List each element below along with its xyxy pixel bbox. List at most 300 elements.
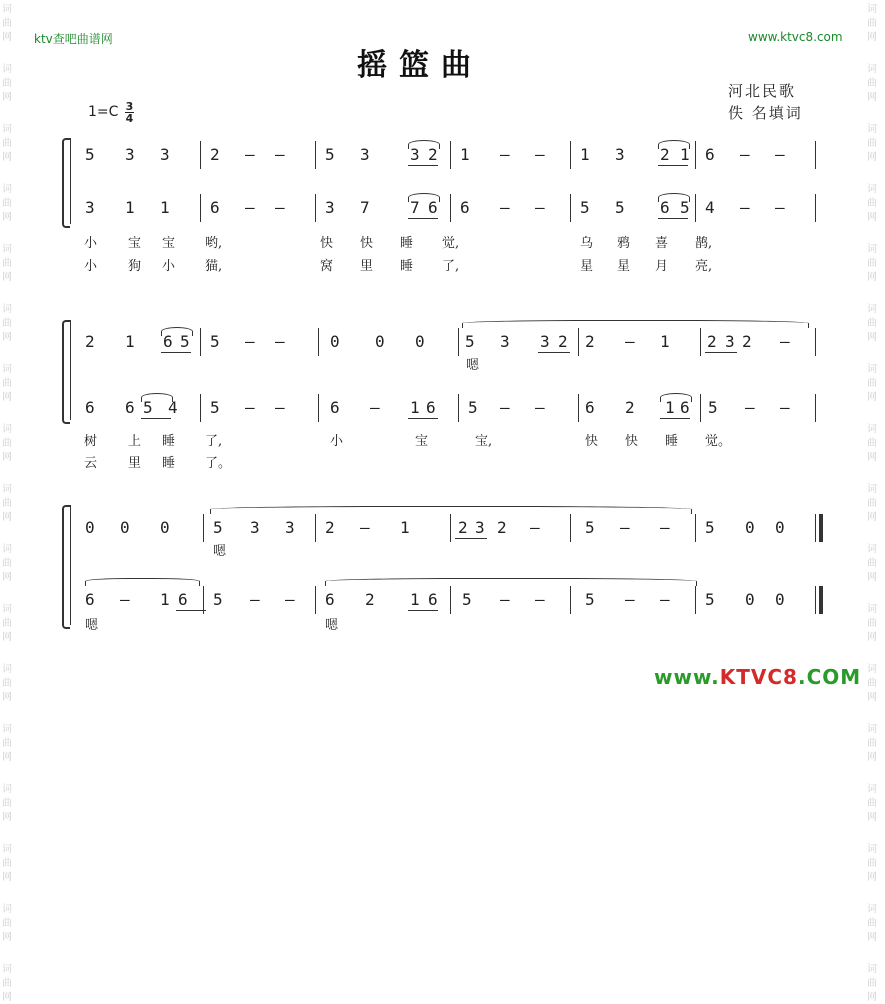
barline-lower: [570, 586, 571, 614]
barline-upper: [570, 141, 571, 169]
upper-note: 3: [615, 145, 625, 164]
lower-note: 5: [143, 398, 153, 417]
watermark-char: 词: [2, 784, 12, 795]
lower-note: 6: [325, 590, 335, 609]
upper-note: 2: [742, 332, 752, 351]
barline-upper: [695, 141, 696, 169]
upper-note: 5: [465, 332, 475, 351]
upper-note: 5: [180, 332, 190, 351]
watermark-char: 网: [867, 632, 877, 643]
barline-upper: [458, 328, 459, 356]
site-name-left[interactable]: ktv查吧曲谱网: [34, 32, 113, 46]
slur-mark: [408, 193, 440, 202]
watermark-char: 网: [2, 932, 12, 943]
watermark-char: 曲: [2, 258, 12, 269]
barline-upper: [578, 328, 579, 356]
watermark-char: 词: [2, 364, 12, 375]
lower-voice-lyric: 嗯: [85, 618, 99, 633]
watermark-char: 曲: [867, 918, 877, 929]
lower-note: 5: [585, 590, 595, 609]
beam-underline: [408, 610, 438, 611]
upper-note: 0: [330, 332, 340, 351]
credit-origin: 河北民歌: [728, 82, 797, 100]
lower-note: 5: [705, 590, 715, 609]
watermark-char: 网: [2, 332, 12, 343]
watermark-char: 词: [2, 244, 12, 255]
watermark-char: 词: [867, 484, 877, 495]
lower-note: 6: [125, 398, 135, 417]
upper-note: 1: [125, 332, 135, 351]
upper-note: 2: [458, 518, 468, 537]
upper-note: 2: [210, 145, 220, 164]
barline-upper: [315, 141, 316, 169]
watermark-char: 曲: [2, 978, 12, 989]
barline-upper: [815, 328, 816, 356]
watermark-char: 网: [867, 572, 877, 583]
barline-lower: [200, 194, 201, 222]
upper-note: 3: [475, 518, 485, 537]
watermark-char: 网: [2, 212, 12, 223]
barline-upper: [570, 514, 571, 542]
upper-note: –: [625, 332, 635, 351]
upper-note: –: [530, 518, 540, 537]
watermark-char: 词: [867, 724, 877, 735]
watermark-char: 曲: [867, 738, 877, 749]
lyric-verse-2: 了。: [205, 456, 232, 471]
watermark-char: 网: [2, 752, 12, 763]
barline-upper: [203, 514, 204, 542]
upper-note: –: [245, 332, 255, 351]
watermark-char: 词: [867, 364, 877, 375]
barline-upper: [318, 328, 319, 356]
watermark-char: 网: [2, 32, 12, 43]
watermark-char: 曲: [867, 378, 877, 389]
lyric-verse-2: 亮,: [695, 259, 713, 274]
slur-mark: [210, 506, 692, 514]
watermark-char: 词: [2, 904, 12, 915]
system-start-bar: [70, 505, 71, 625]
lower-note: –: [275, 198, 285, 217]
watermark-char: 词: [2, 724, 12, 735]
lower-note: 6: [660, 198, 670, 217]
slur-mark: [660, 393, 692, 402]
upper-note: –: [660, 518, 670, 537]
watermark-char: 曲: [867, 138, 877, 149]
final-barline: [819, 586, 823, 614]
lower-note: 2: [365, 590, 375, 609]
watermark-char: 曲: [2, 918, 12, 929]
watermark-char: 曲: [867, 18, 877, 29]
watermark-char: 曲: [867, 498, 877, 509]
watermark-char: 词: [867, 64, 877, 75]
watermark-char: 曲: [2, 438, 12, 449]
watermark-char: 网: [2, 272, 12, 283]
upper-note: 3: [360, 145, 370, 164]
watermark-column-left: [2, 0, 16, 1003]
lower-note: 5: [708, 398, 718, 417]
upper-note: 1: [660, 332, 670, 351]
slur-mark: [658, 193, 690, 202]
lower-note: 7: [410, 198, 420, 217]
upper-note: 2: [707, 332, 717, 351]
lower-note: –: [245, 398, 255, 417]
watermark-char: 曲: [867, 558, 877, 569]
barline-lower: [695, 194, 696, 222]
lyric-verse-1: 宝,: [475, 434, 493, 449]
footer-logo[interactable]: [654, 665, 861, 689]
watermark-char: 词: [2, 124, 12, 135]
upper-voice-lyric: 嗯: [213, 544, 227, 559]
beam-underline: [408, 418, 438, 419]
upper-note: 5: [85, 145, 95, 164]
upper-note: 0: [775, 518, 785, 537]
upper-note: 0: [160, 518, 170, 537]
lower-note: 5: [580, 198, 590, 217]
watermark-char: 曲: [867, 678, 877, 689]
slur-mark: [161, 327, 193, 336]
watermark-char: 网: [867, 32, 877, 43]
barline-lower: [200, 394, 201, 422]
barline-upper: [695, 514, 696, 542]
upper-note: –: [535, 145, 545, 164]
lower-note: 3: [325, 198, 335, 217]
watermark-char: 词: [867, 904, 877, 915]
upper-note: –: [775, 145, 785, 164]
lyric-verse-1: 宝: [128, 236, 142, 251]
lower-note: 3: [85, 198, 95, 217]
watermark-char: 网: [2, 632, 12, 643]
footer-logo-suffix: .COM: [797, 665, 862, 689]
lyric-verse-1: 鹊,: [695, 236, 713, 251]
lower-voice-lyric: 嗯: [325, 618, 339, 633]
barline-lower: [578, 394, 579, 422]
upper-note: 3: [410, 145, 420, 164]
lower-note: 5: [210, 398, 220, 417]
watermark-char: 曲: [2, 198, 12, 209]
lower-note: 6: [428, 198, 438, 217]
watermark-char: 词: [2, 484, 12, 495]
watermark-char: 网: [867, 872, 877, 883]
watermark-char: 词: [2, 844, 12, 855]
lower-note: 0: [745, 590, 755, 609]
lower-note: –: [500, 590, 510, 609]
lower-note: –: [535, 198, 545, 217]
watermark-char: 曲: [867, 318, 877, 329]
lyric-verse-1: 睡: [665, 434, 679, 449]
watermark-char: 网: [2, 152, 12, 163]
lower-note: –: [275, 398, 285, 417]
lower-note: –: [285, 590, 295, 609]
upper-note: –: [500, 145, 510, 164]
barline-lower: [570, 194, 571, 222]
barline-upper: [815, 514, 816, 542]
time-signature: [125, 101, 134, 124]
lyric-verse-2: 狗: [128, 259, 142, 274]
lyric-verse-1: 快: [360, 236, 374, 251]
watermark-char: 网: [867, 512, 877, 523]
barline-upper: [200, 328, 201, 356]
lyric-verse-1: 觉,: [442, 236, 460, 251]
watermark-char: 网: [2, 872, 12, 883]
lyric-verse-2: 里: [128, 456, 142, 471]
watermark-char: 网: [2, 392, 12, 403]
watermark-char: 网: [867, 392, 877, 403]
watermark-char: 词: [867, 604, 877, 615]
watermark-char: 词: [2, 964, 12, 975]
barline-lower: [315, 194, 316, 222]
beam-underline: [705, 352, 737, 353]
lower-note: –: [745, 398, 755, 417]
lower-note: –: [250, 590, 260, 609]
watermark-char: 曲: [867, 78, 877, 89]
lower-note: 5: [468, 398, 478, 417]
upper-note: 6: [705, 145, 715, 164]
slur-mark: [85, 578, 200, 586]
slur-mark: [462, 320, 809, 328]
watermark-char: 词: [867, 424, 877, 435]
lyric-verse-2: 窝: [320, 259, 334, 274]
upper-note: 3: [125, 145, 135, 164]
barline-lower: [450, 194, 451, 222]
lower-note: 6: [460, 198, 470, 217]
system-brace: [62, 320, 70, 424]
watermark-char: 曲: [2, 378, 12, 389]
barline-upper: [450, 514, 451, 542]
upper-note: 5: [210, 332, 220, 351]
lower-note: –: [535, 398, 545, 417]
beam-underline: [658, 218, 688, 219]
lower-note: 4: [168, 398, 178, 417]
lyric-verse-1: 觉。: [705, 434, 732, 449]
lyric-verse-2: 里: [360, 259, 374, 274]
lyric-verse-1: 哟,: [205, 236, 223, 251]
lyric-verse-2: 小: [84, 259, 98, 274]
credit-lyricist: 佚 名填词: [728, 104, 803, 122]
barline-lower: [815, 586, 816, 614]
upper-note: 0: [415, 332, 425, 351]
upper-note: –: [740, 145, 750, 164]
barline-upper: [315, 514, 316, 542]
watermark-char: 网: [867, 92, 877, 103]
watermark-char: 网: [2, 992, 12, 1003]
watermark-char: 曲: [867, 978, 877, 989]
lower-note: –: [120, 590, 130, 609]
barline-lower: [700, 394, 701, 422]
lyric-verse-1: 宝: [162, 236, 176, 251]
lower-note: 6: [85, 398, 95, 417]
lyric-verse-1: 小: [330, 434, 344, 449]
lower-note: –: [625, 590, 635, 609]
upper-note: 2: [660, 145, 670, 164]
time-signature-top: 3: [125, 100, 134, 113]
lower-note: –: [500, 398, 510, 417]
watermark-char: 网: [867, 452, 877, 463]
lyric-verse-1: 乌: [580, 236, 594, 251]
watermark-char: 网: [867, 212, 877, 223]
upper-note: 2: [85, 332, 95, 351]
lyric-verse-2: 睡: [400, 259, 414, 274]
lower-note: 6: [178, 590, 188, 609]
beam-underline: [455, 538, 487, 539]
upper-note: –: [275, 145, 285, 164]
upper-note: 1: [580, 145, 590, 164]
beam-underline: [538, 352, 570, 353]
beam-underline: [161, 352, 191, 353]
beam-underline: [660, 418, 690, 419]
barline-upper: [815, 141, 816, 169]
system-start-bar: [70, 138, 71, 224]
upper-voice-lyric: 嗯: [466, 358, 480, 373]
watermark-char: 词: [867, 964, 877, 975]
barline-upper: [700, 328, 701, 356]
upper-note: 3: [540, 332, 550, 351]
lower-note: 5: [680, 198, 690, 217]
lyric-verse-1: 了,: [205, 434, 223, 449]
watermark-char: 词: [867, 244, 877, 255]
upper-note: 5: [705, 518, 715, 537]
lower-note: 6: [330, 398, 340, 417]
lyric-verse-2: 星: [580, 259, 594, 274]
upper-note: 3: [160, 145, 170, 164]
lower-note: 1: [665, 398, 675, 417]
upper-note: 1: [460, 145, 470, 164]
lyric-verse-2: 睡: [162, 456, 176, 471]
upper-note: 5: [213, 518, 223, 537]
lower-note: –: [370, 398, 380, 417]
watermark-char: 词: [867, 184, 877, 195]
lyric-verse-1: 睡: [400, 236, 414, 251]
lower-note: 1: [125, 198, 135, 217]
upper-note: 2: [558, 332, 568, 351]
watermark-char: 曲: [2, 18, 12, 29]
watermark-char: 词: [867, 544, 877, 555]
lyric-verse-1: 树: [84, 434, 98, 449]
barline-upper: [200, 141, 201, 169]
upper-note: 0: [120, 518, 130, 537]
upper-note: 5: [585, 518, 595, 537]
watermark-char: 网: [867, 752, 877, 763]
watermark-char: 曲: [867, 798, 877, 809]
upper-note: 3: [725, 332, 735, 351]
lower-note: 5: [615, 198, 625, 217]
barline-lower: [695, 586, 696, 614]
upper-note: 2: [585, 332, 595, 351]
lyric-verse-1: 鸦: [617, 236, 631, 251]
barline-lower: [315, 586, 316, 614]
lower-note: –: [775, 198, 785, 217]
final-barline: [819, 514, 823, 542]
watermark-char: 网: [867, 932, 877, 943]
watermark-char: 曲: [2, 858, 12, 869]
lyric-verse-1: 小: [84, 236, 98, 251]
watermark-char: 网: [2, 512, 12, 523]
watermark-char: 曲: [867, 198, 877, 209]
lower-note: 4: [705, 198, 715, 217]
system-start-bar: [70, 320, 71, 420]
upper-note: –: [780, 332, 790, 351]
lyric-verse-1: 快: [625, 434, 639, 449]
watermark-char: 词: [867, 4, 877, 15]
lower-note: 0: [775, 590, 785, 609]
lower-note: 6: [428, 590, 438, 609]
watermark-char: 词: [867, 784, 877, 795]
watermark-char: 曲: [867, 438, 877, 449]
slur-mark: [325, 578, 697, 586]
upper-note: 1: [400, 518, 410, 537]
beam-underline: [141, 418, 171, 419]
watermark-char: 曲: [867, 858, 877, 869]
beam-underline: [408, 165, 438, 166]
watermark-char: 曲: [2, 738, 12, 749]
upper-note: 2: [325, 518, 335, 537]
lyric-verse-2: 月: [655, 259, 669, 274]
lyric-verse-1: 快: [585, 434, 599, 449]
upper-note: –: [360, 518, 370, 537]
watermark-char: 网: [2, 92, 12, 103]
watermark-char: 曲: [2, 678, 12, 689]
watermark-char: 网: [2, 692, 12, 703]
watermark-char: 曲: [2, 618, 12, 629]
lyric-verse-2: 云: [84, 456, 98, 471]
watermark-char: 网: [867, 152, 877, 163]
site-url-right[interactable]: www.ktvc8.com: [748, 30, 843, 44]
lower-note: 6: [585, 398, 595, 417]
lyric-verse-2: 猫,: [205, 259, 223, 274]
barline-upper: [450, 141, 451, 169]
lower-note: –: [740, 198, 750, 217]
upper-note: 3: [285, 518, 295, 537]
watermark-char: 曲: [2, 498, 12, 509]
watermark-char: 曲: [867, 258, 877, 269]
watermark-char: 曲: [867, 618, 877, 629]
lower-note: 7: [360, 198, 370, 217]
key-signature: 1=C: [88, 104, 119, 120]
watermark-char: 词: [2, 424, 12, 435]
barline-lower: [458, 394, 459, 422]
footer-logo-brand: KTVC8: [719, 665, 798, 689]
watermark-char: 曲: [2, 798, 12, 809]
lower-note: –: [780, 398, 790, 417]
beam-underline: [408, 218, 438, 219]
lyric-verse-1: 睡: [162, 434, 176, 449]
upper-note: –: [245, 145, 255, 164]
watermark-char: 词: [2, 184, 12, 195]
lyric-verse-1: 喜: [655, 236, 669, 251]
barline-lower: [318, 394, 319, 422]
barline-lower: [450, 586, 451, 614]
watermark-char: 网: [2, 812, 12, 823]
upper-note: 5: [325, 145, 335, 164]
lyric-verse-2: 小: [162, 259, 176, 274]
watermark-char: 词: [867, 124, 877, 135]
upper-note: 0: [85, 518, 95, 537]
slur-mark: [658, 140, 690, 149]
watermark-char: 词: [867, 304, 877, 315]
lyric-verse-1: 宝: [415, 434, 429, 449]
lyric-verse-1: 快: [320, 236, 334, 251]
upper-note: 3: [250, 518, 260, 537]
lower-note: 6: [426, 398, 436, 417]
lower-note: –: [500, 198, 510, 217]
upper-note: 0: [375, 332, 385, 351]
watermark-char: 词: [867, 844, 877, 855]
lower-note: –: [245, 198, 255, 217]
watermark-char: 曲: [2, 318, 12, 329]
watermark-char: 词: [2, 64, 12, 75]
watermark-char: 网: [2, 452, 12, 463]
lower-note: 5: [462, 590, 472, 609]
lower-note: 6: [680, 398, 690, 417]
